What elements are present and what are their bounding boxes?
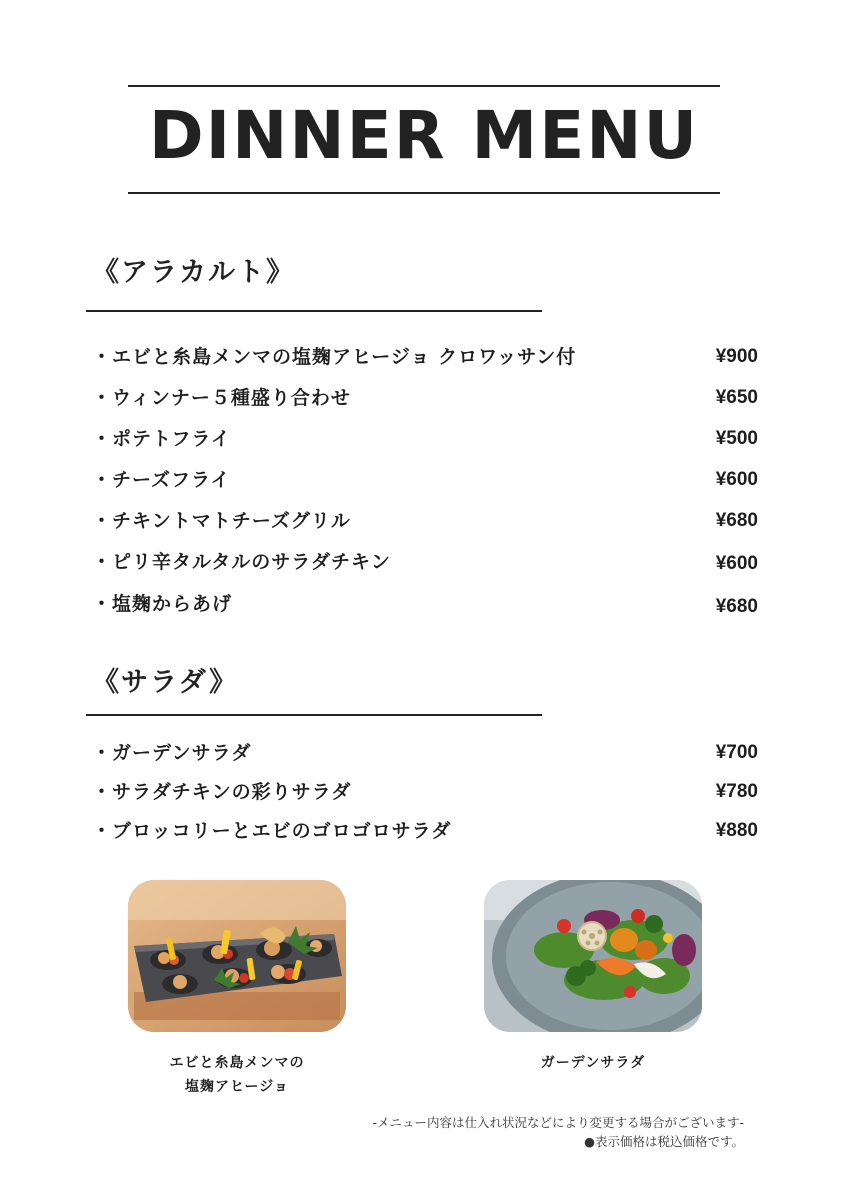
menu-item-price: ¥880 bbox=[715, 820, 758, 841]
header-top-rule bbox=[128, 85, 720, 87]
menu-item bbox=[92, 424, 762, 454]
section-title-alacarte: 《アラカルト》 bbox=[92, 257, 295, 288]
menu-item-name: ・塩麹からあげ bbox=[92, 593, 233, 615]
menu-item-name: ・ポテトフライ bbox=[92, 428, 231, 450]
ajillo-caption-line2: 塩麹アヒージョ bbox=[185, 1079, 289, 1095]
page-title: DINNER MENU bbox=[148, 97, 700, 174]
menu-item-name: ・ウィンナー５種盛り合わせ bbox=[92, 387, 351, 409]
menu-item bbox=[92, 465, 762, 495]
menu-item-price: ¥650 bbox=[715, 387, 758, 408]
section-title-salad: 《サラダ》 bbox=[92, 667, 239, 698]
menu-item-price: ¥680 bbox=[715, 510, 758, 531]
menu-item-name: ・ガーデンサラダ bbox=[92, 742, 252, 764]
garden-salad-image bbox=[484, 880, 702, 1032]
ajillo-caption-line1: エビと糸島メンマの bbox=[169, 1055, 305, 1071]
footer-notes bbox=[372, 1113, 744, 1151]
section-rule-salad bbox=[86, 714, 542, 716]
note-menu-change: -メニュー内容は仕入れ状況などにより変更する場合がございます- bbox=[372, 1115, 744, 1130]
menu-item-name: ・ピリ辛タルタルのサラダチキン bbox=[92, 551, 391, 573]
menu-item bbox=[92, 547, 762, 577]
menu-item-price: ¥700 bbox=[715, 742, 758, 763]
menu-item bbox=[92, 383, 762, 413]
section-rule-alacarte bbox=[86, 310, 542, 312]
menu-item-name: ・サラダチキンの彩りサラダ bbox=[92, 781, 352, 803]
menu-item bbox=[92, 738, 762, 768]
header-bottom-rule bbox=[128, 192, 720, 194]
menu-item bbox=[92, 506, 762, 536]
garden-salad-caption bbox=[484, 1051, 702, 1075]
menu-item-name: ・チーズフライ bbox=[92, 469, 231, 491]
menu-item-name: ・エビと糸島メンマの塩麹アヒージョ クロワッサン付 bbox=[92, 346, 577, 368]
ajillo-photo bbox=[128, 880, 346, 1032]
menu-item bbox=[92, 589, 762, 619]
menu-item-price: ¥780 bbox=[715, 781, 758, 802]
menu-item-price: ¥600 bbox=[715, 553, 758, 574]
menu-item-price: ¥500 bbox=[715, 428, 758, 449]
menu-item bbox=[92, 777, 762, 807]
menu-item bbox=[92, 816, 762, 846]
menu-item-price: ¥900 bbox=[715, 346, 758, 367]
menu-item-price: ¥680 bbox=[715, 596, 758, 617]
ajillo-caption bbox=[128, 1051, 346, 1099]
note-tax-included: ●表示価格は税込価格です。 bbox=[584, 1134, 744, 1149]
menu-item-name: ・ブロッコリーとエビのゴロゴロサラダ bbox=[92, 820, 452, 842]
menu-item-name: ・チキントマトチーズグリル bbox=[92, 510, 351, 532]
garden-salad-photo bbox=[484, 880, 702, 1032]
menu-item bbox=[92, 342, 762, 372]
garden-salad-caption-line1: ガーデンサラダ bbox=[540, 1055, 646, 1071]
menu-item-price: ¥600 bbox=[715, 469, 758, 490]
ajillo-image bbox=[128, 880, 346, 1032]
